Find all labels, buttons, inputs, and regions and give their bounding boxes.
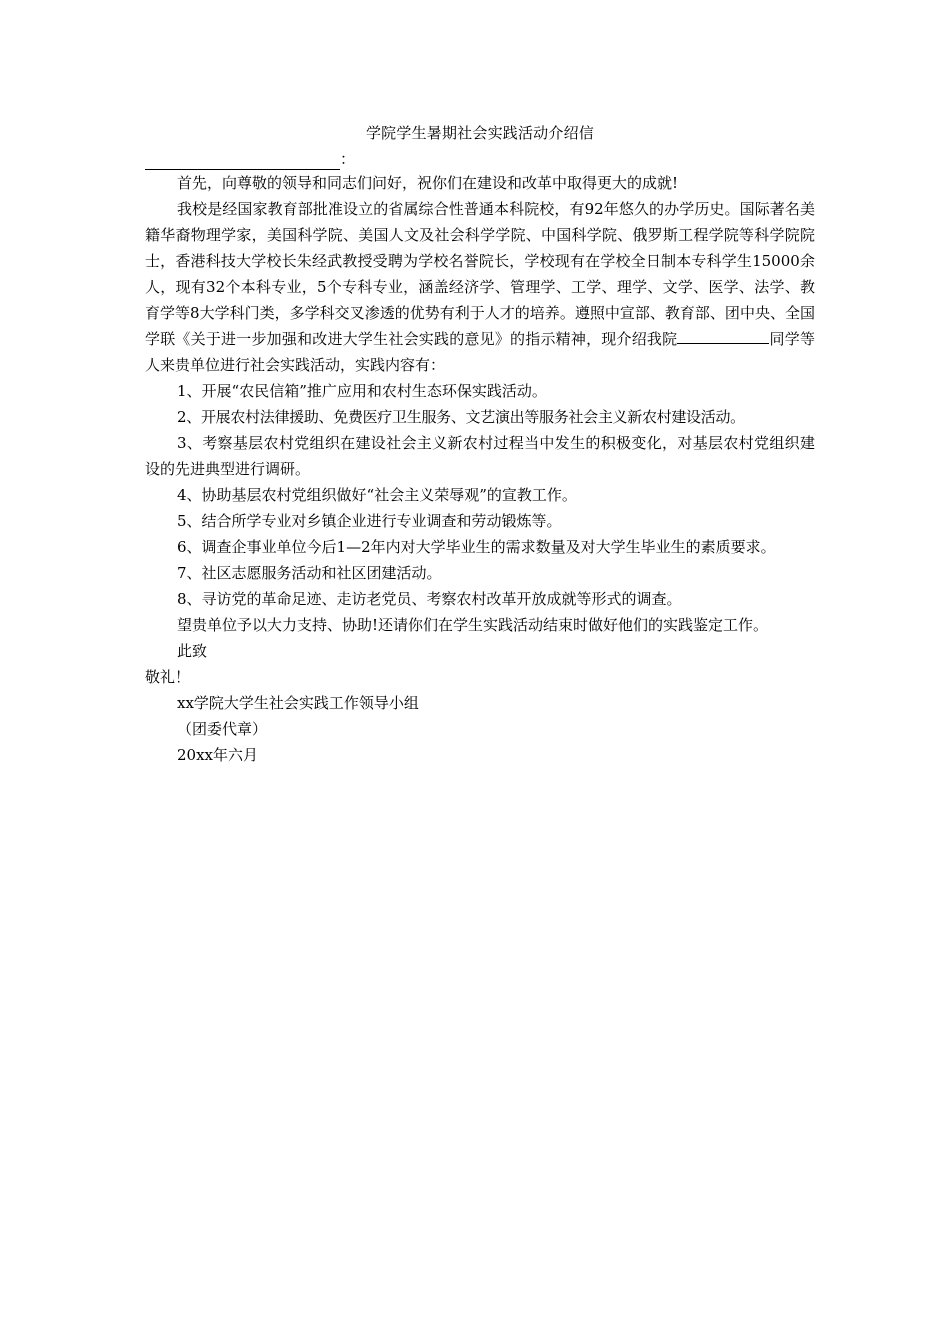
signature-stamp: （团委代章） <box>177 720 268 738</box>
list-item: 5、结合所学专业对乡镇企业进行专业调查和劳动锻炼等。 <box>177 512 562 530</box>
list-item: 6、调查企事业单位今后1—2年内对大学毕业生的需求数量及对大学生毕业生的素质要求。 <box>177 538 776 556</box>
list-item: 1、开展“农民信箱”推广应用和农村生态环保实践活动。 <box>177 382 547 400</box>
recipient-blank <box>145 155 340 170</box>
list-item: 7、社区志愿服务活动和社区团建活动。 <box>177 564 442 582</box>
closing-ci-zhi: 此致 <box>177 642 208 660</box>
list-item: 8、寻访党的革命足迹、走访老党员、考察农村改革开放成就等形式的调查。 <box>177 590 682 608</box>
signature-organization: xx学院大学生社会实践工作领导小组 <box>177 694 419 712</box>
document-title: 学院学生暑期社会实践活动介绍信 <box>365 124 594 142</box>
closing-jing-li: 敬礼！ <box>145 668 191 686</box>
signature-date: 20xx年六月 <box>177 746 259 764</box>
salutation-colon: ： <box>340 150 356 168</box>
school-intro-paragraph <box>145 196 815 378</box>
salutation-line <box>145 148 815 170</box>
list-item: 3、考察基层农村党组织在建设社会主义新农村过程当中发生的积极变化，对基层农村党组织建设的先进典型进行调研。 <box>145 434 815 478</box>
school-intro-text-cont: 同学等人来贵单位进行社会实践活动，实践内容有： <box>145 330 815 374</box>
school-intro-text: 我校是经国家教育部批准设立的省属综合性普通本科院校，有92年悠久的办学历史。国际著名美籍华裔物理学家，美国科学院、美国人文及社会科学学院、中国科学院、俄罗斯工程学院等科学院院士，香港科技大学校长朱经武教授受聘为学校名誉院长，学校现有在学校全日制本专科学生15000余人，现有32个本科专业，5个专科专业，涵盖经济学、管理学、工学、理学、文学、医学、法学、教育学等8大学科门类，多学科交叉渗透的优势有利于人才的培养。遵照中宣部、教育部、团中央、全国学联《关于进一步加强和改进大学生社会实践的意见》的指示精神，现介绍我院 <box>145 200 815 348</box>
list-item: 2、开展农村法律援助、免费医疗卫生服务、文艺演出等服务社会主义新农村建设活动。 <box>177 408 745 426</box>
closing-request-paragraph: 望贵单位予以大力支持、协助!还请你们在学生实践活动结束时做好他们的实践鉴定工作。 <box>177 616 769 634</box>
student-name-blank <box>677 329 769 344</box>
intro-paragraph: 首先，向尊敬的领导和同志们问好，祝你们在建设和改革中取得更大的成就! <box>177 174 679 192</box>
letter-content <box>145 118 815 768</box>
list-item: 4、协助基层农村党组织做好“社会主义荣辱观”的宣教工作。 <box>177 486 577 504</box>
